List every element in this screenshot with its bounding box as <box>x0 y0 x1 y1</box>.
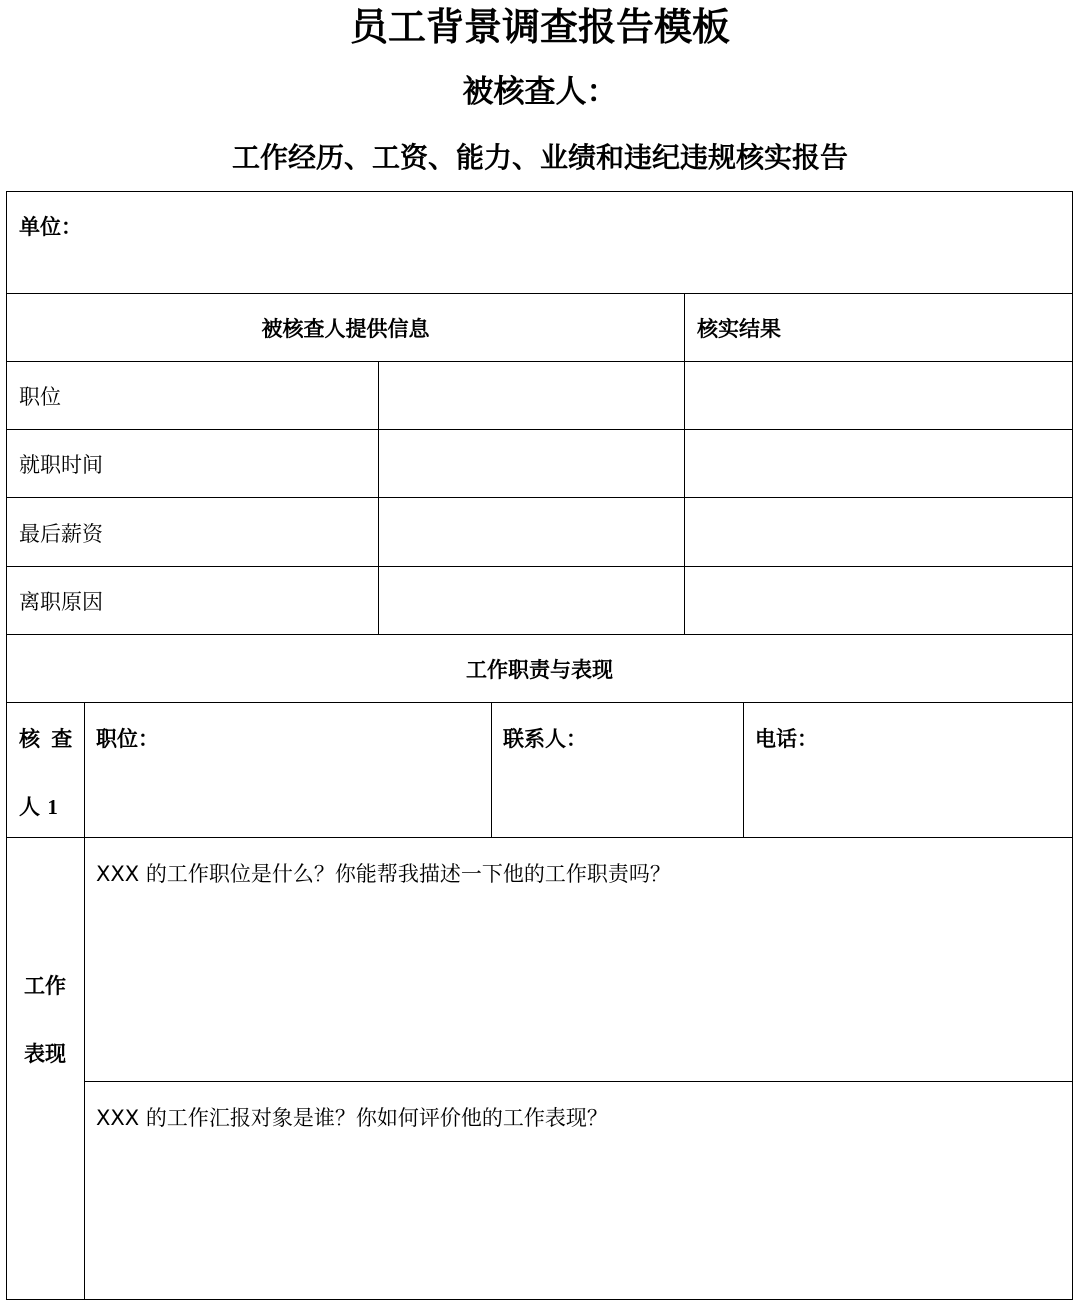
reference-contact-label: 联系人： <box>503 727 587 751</box>
row-leave-reason-result-cell[interactable] <box>684 566 1073 635</box>
reference-label-line1: 核 查 <box>19 727 75 751</box>
provided-info-header-cell <box>6 293 685 362</box>
unit-cell <box>6 191 1073 294</box>
provided-info-header: 被核查人提供信息 <box>261 317 430 341</box>
row-salary-label-cell <box>6 497 379 567</box>
row-leave-reason-provided-cell[interactable] <box>378 566 685 635</box>
reference-label-cell <box>6 702 85 838</box>
row-salary-result-cell[interactable] <box>684 497 1073 567</box>
duties-header-cell <box>6 634 1073 703</box>
verification-header: 核实结果 <box>697 317 781 341</box>
reference-label-person: 人 <box>19 795 40 819</box>
document-title: 员工背景调查报告模板 <box>349 5 730 49</box>
performance-question2: XXX 的工作汇报对象是谁？你如何评价他的工作表现？ <box>96 1106 608 1130</box>
row-tenure-provided-cell[interactable] <box>378 429 685 498</box>
subject-label: 被核查人： <box>462 74 618 110</box>
row-position-provided-cell[interactable] <box>378 361 685 430</box>
document-subtitle: 工作经历、工资、能力、业绩和违纪违规核实报告 <box>231 141 848 174</box>
reference-phone-label: 电话： <box>755 727 818 751</box>
performance-question1-cell[interactable] <box>84 837 1073 1082</box>
row-leave-reason-label: 离职原因 <box>19 590 103 614</box>
row-tenure-label: 就职时间 <box>19 453 103 477</box>
performance-question1: XXX 的工作职位是什么？你能帮我描述一下他的工作职责吗？ <box>96 862 671 886</box>
row-position-label-cell <box>6 361 379 430</box>
row-position-result-cell[interactable] <box>684 361 1073 430</box>
verification-header-cell <box>684 293 1073 362</box>
row-salary-label: 最后薪资 <box>19 522 103 546</box>
row-tenure-result-cell[interactable] <box>684 429 1073 498</box>
reference-phone-cell[interactable] <box>743 702 1073 838</box>
row-tenure-label-cell <box>6 429 379 498</box>
reference-label-number: 1 <box>47 795 58 819</box>
performance-question2-cell[interactable] <box>84 1081 1073 1300</box>
unit-label: 单位： <box>19 215 82 239</box>
performance-label-cell <box>6 837 85 1300</box>
row-leave-reason-label-cell <box>6 566 379 635</box>
performance-label-line1: 工作 <box>24 974 66 998</box>
reference-contact-cell[interactable] <box>491 702 744 838</box>
reference-position-cell[interactable] <box>84 702 492 838</box>
performance-label-line2: 表现 <box>24 1042 66 1066</box>
row-salary-provided-cell[interactable] <box>378 497 685 567</box>
reference-position-label: 职位： <box>96 727 159 751</box>
reference-label-line2 <box>19 792 58 822</box>
row-position-label: 职位 <box>19 385 61 409</box>
duties-header: 工作职责与表现 <box>466 658 613 682</box>
